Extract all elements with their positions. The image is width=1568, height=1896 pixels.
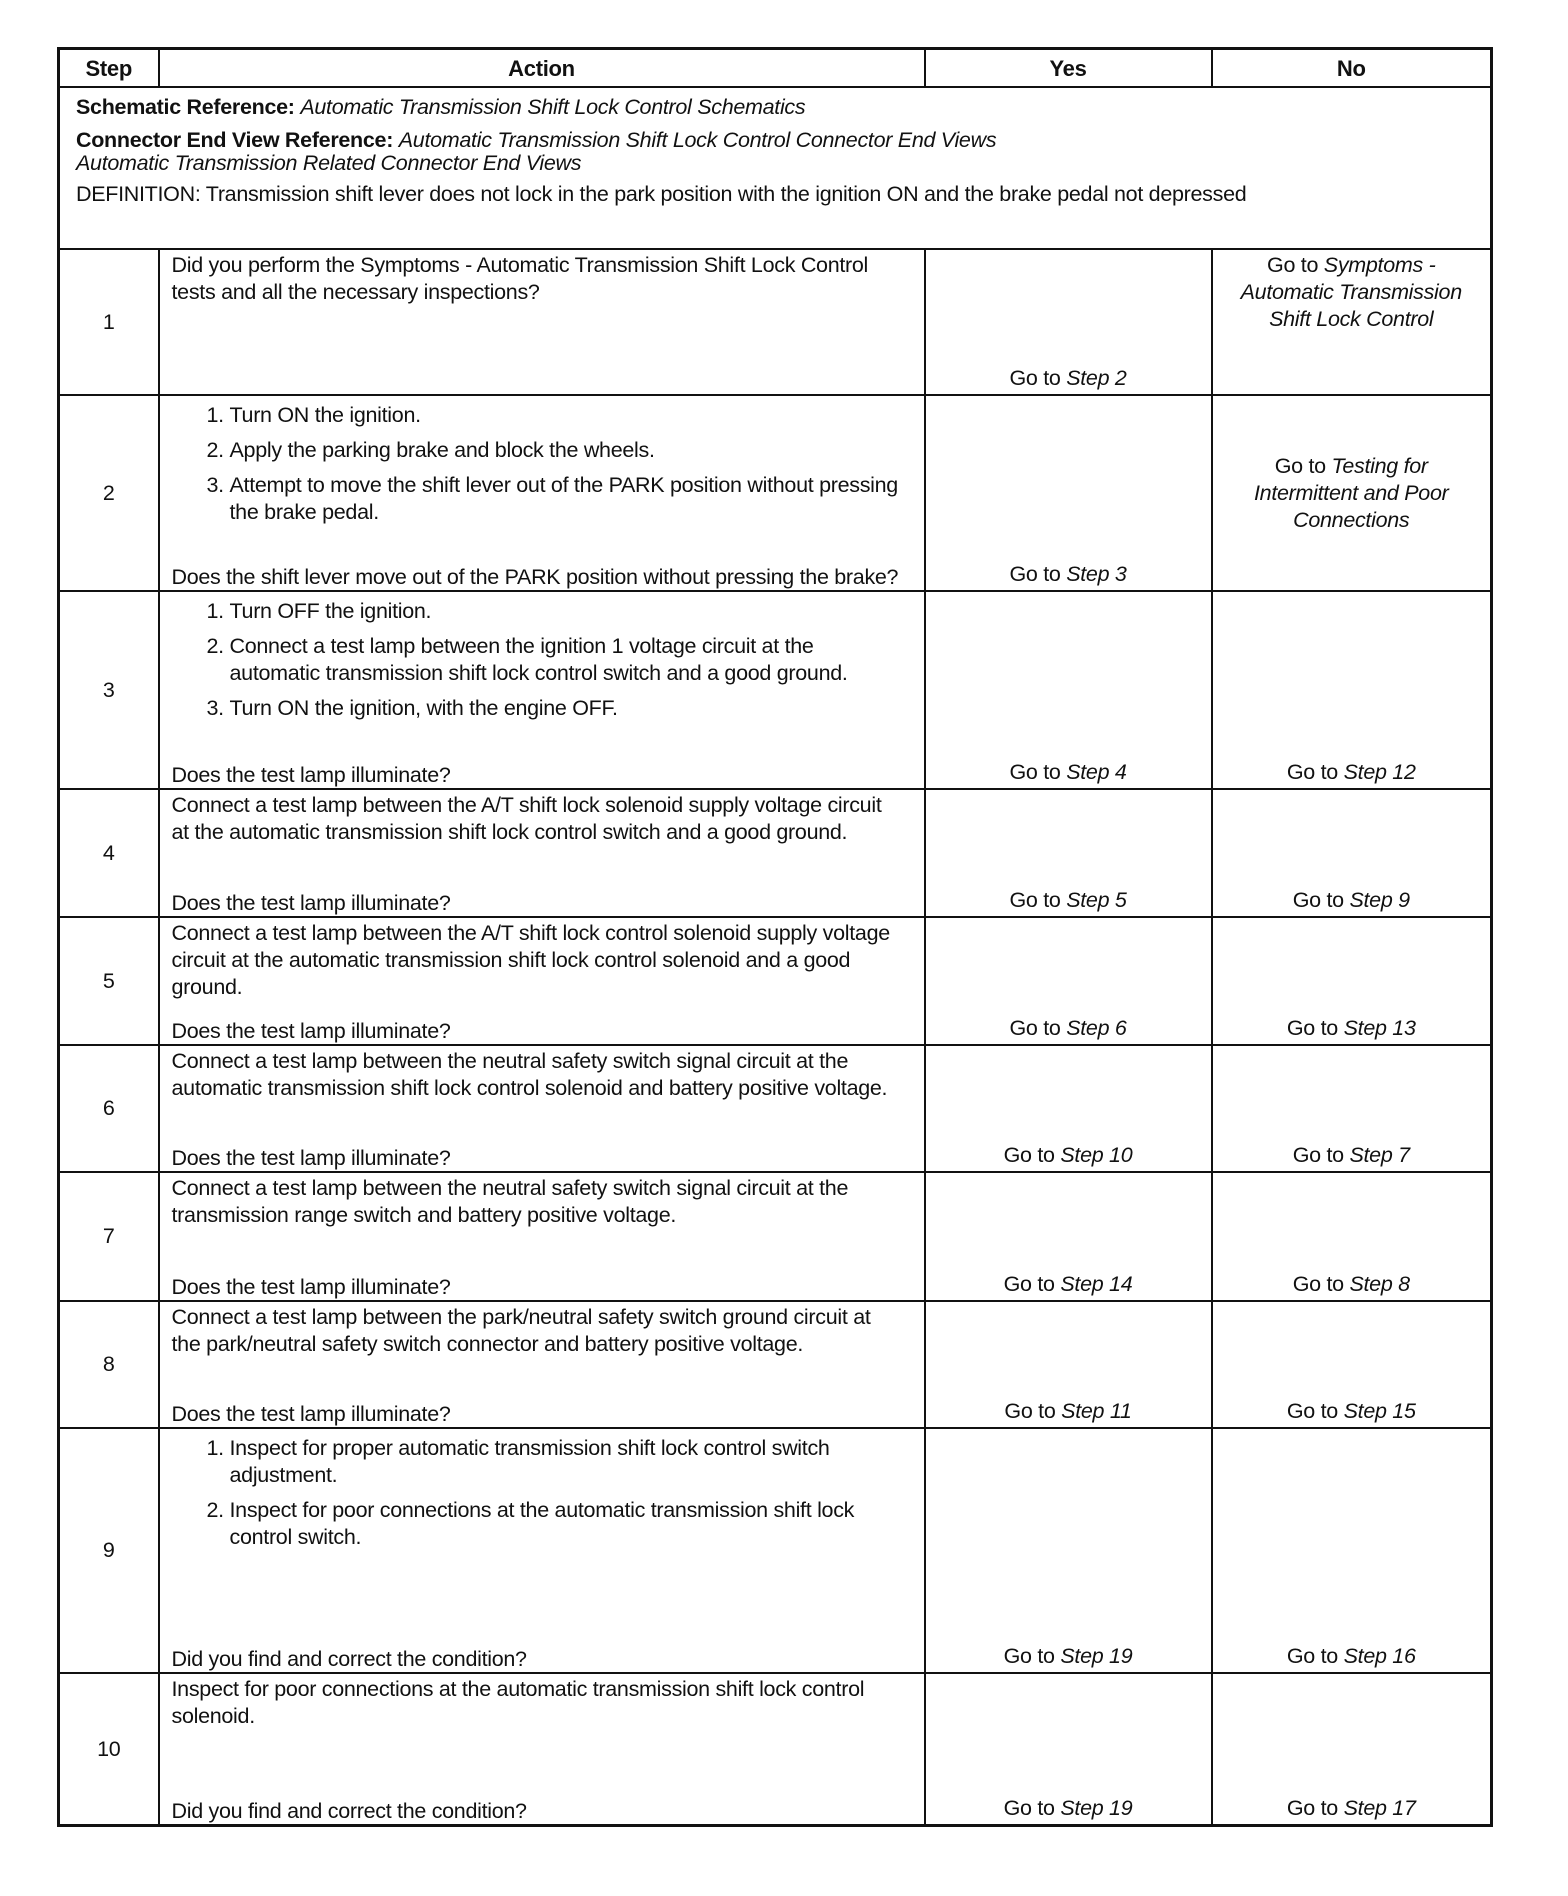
yes-prefix: Go to [1003, 1796, 1061, 1820]
no-cell [1212, 395, 1492, 591]
no-prefix: Go to [1286, 760, 1344, 784]
reference-cell [59, 87, 1492, 249]
step-number: 7 [59, 1172, 159, 1301]
yes-cell [925, 1301, 1212, 1428]
yes-link[interactable]: Step 11 [1061, 1399, 1132, 1423]
yes-cell [925, 395, 1212, 591]
action-question: Does the test lamp illuminate? [171, 1146, 451, 1170]
action-step-item: 1. Inspect for proper automatic transmission shift lock control switch adjustment. [230, 1435, 904, 1489]
no-prefix: Go to [1292, 888, 1350, 912]
header-row [59, 49, 1492, 88]
step-row [59, 1045, 1492, 1172]
yes-prefix: Go to [1009, 562, 1067, 586]
action-text: Connect a test lamp between the A/T shift lock control solenoid supply voltage circuit at the automatic transmission shift lock control solenoid and a good ground. [171, 921, 890, 999]
no-prefix: Go to [1292, 1272, 1350, 1296]
step-row [59, 917, 1492, 1045]
step-number: 10 [59, 1673, 159, 1826]
yes-prefix: Go to [1003, 1272, 1061, 1296]
schematic-reference [76, 94, 1480, 121]
no-link[interactable]: Symptoms - Automatic Transmission Shift Lock Control [1240, 253, 1462, 331]
yes-link[interactable]: Step 5 [1066, 888, 1127, 912]
no-cell [1212, 1673, 1492, 1826]
connector-link-1[interactable]: Automatic Transmission Shift Lock Control Connector End Views [398, 128, 997, 152]
action-steps [172, 598, 904, 722]
schematic-label: Schematic Reference: [76, 95, 295, 119]
action-steps [172, 1435, 904, 1551]
yes-link[interactable]: Step 19 [1060, 1796, 1133, 1820]
yes-cell [925, 1673, 1212, 1826]
no-link[interactable]: Step 7 [1349, 1143, 1410, 1167]
action-text: Connect a test lamp between the neutral safety switch signal circuit at the automatic transmission shift lock control solenoid and battery positive voltage. [171, 1049, 888, 1100]
action-cell [159, 249, 925, 395]
action-question: Does the test lamp illuminate? [171, 1019, 451, 1043]
action-cell [159, 1673, 925, 1826]
yes-link[interactable]: Step 14 [1060, 1272, 1133, 1296]
step-number: 4 [59, 789, 159, 917]
step-number: 8 [59, 1301, 159, 1428]
yes-cell [925, 1172, 1212, 1301]
no-prefix: Go to [1274, 453, 1332, 478]
yes-cell [925, 917, 1212, 1045]
action-step-item: 3. Turn ON the ignition, with the engine OFF. [230, 695, 904, 722]
action-question: Did you find and correct the condition? [171, 1647, 527, 1671]
action-step-item: 2. Inspect for poor connections at the automatic transmission shift lock control switch. [230, 1497, 904, 1551]
no-prefix: Go to [1292, 1143, 1350, 1167]
action-text: Did you perform the Symptoms - Automatic Transmission Shift Lock Control tests and all the necessary inspections? [171, 253, 869, 304]
definition: DEFINITION: Transmission shift lever does not lock in the park position with the ignition ON and the brake pedal not depressed [76, 182, 1247, 206]
yes-link[interactable]: Step 19 [1060, 1644, 1133, 1668]
no-cell [1212, 591, 1492, 789]
yes-link[interactable]: Step 10 [1060, 1143, 1133, 1167]
yes-prefix: Go to [1009, 760, 1067, 784]
step-row [59, 1301, 1492, 1428]
connector-link-2[interactable]: Automatic Transmission Related Connector End Views [76, 151, 582, 175]
yes-cell [925, 1045, 1212, 1172]
no-cell [1212, 917, 1492, 1045]
no-prefix: Go to [1267, 253, 1324, 277]
action-step-item: 2. Connect a test lamp between the ignition 1 voltage circuit at the automatic transmission shift lock control switch and a good ground. [230, 633, 904, 687]
connector-label: Connector End View Reference: [76, 128, 394, 152]
yes-link[interactable]: Step 6 [1066, 1016, 1127, 1040]
no-cell [1212, 1045, 1492, 1172]
step-number: 6 [59, 1045, 159, 1172]
no-cell [1212, 1172, 1492, 1301]
action-question: Does the test lamp illuminate? [171, 891, 451, 915]
header-step: Step [59, 49, 159, 88]
step-row [59, 591, 1492, 789]
no-prefix: Go to [1286, 1399, 1344, 1423]
yes-cell [925, 591, 1212, 789]
action-text: Connect a test lamp between the A/T shift lock solenoid supply voltage circuit at the automatic transmission shift lock control switch and a good ground. [171, 793, 882, 844]
action-cell [159, 1045, 925, 1172]
step-row [59, 789, 1492, 917]
no-link[interactable]: Step 17 [1343, 1796, 1416, 1820]
connector-reference-2 [76, 150, 1480, 177]
no-cell [1212, 249, 1492, 395]
no-link[interactable]: Step 9 [1349, 888, 1410, 912]
action-steps [172, 402, 904, 526]
no-cell [1212, 1301, 1492, 1428]
no-cell [1212, 1428, 1492, 1673]
header-action: Action [159, 49, 925, 88]
action-text: Connect a test lamp between the park/neutral safety switch ground circuit at the park/neutral safety switch connector and battery positive voltage. [171, 1305, 871, 1356]
no-link[interactable]: Step 12 [1343, 760, 1416, 784]
step-row [59, 1673, 1492, 1826]
diagnostic-table [57, 47, 1493, 1827]
action-cell [159, 789, 925, 917]
step-number: 2 [59, 395, 159, 591]
step-number: 9 [59, 1428, 159, 1673]
yes-link[interactable]: Step 4 [1066, 760, 1127, 784]
yes-cell [925, 789, 1212, 917]
action-question: Does the test lamp illuminate? [171, 1402, 451, 1426]
action-cell [159, 1428, 925, 1673]
header-no: No [1212, 49, 1492, 88]
yes-link[interactable]: Step 2 [1066, 366, 1127, 390]
yes-prefix: Go to [1004, 1399, 1062, 1423]
step-number: 3 [59, 591, 159, 789]
no-prefix: Go to [1286, 1016, 1344, 1040]
step-row [59, 395, 1492, 591]
action-question: Does the test lamp illuminate? [171, 1275, 451, 1299]
action-step-item: 3. Attempt to move the shift lever out of the PARK position without pressing the brake pedal. [230, 472, 904, 526]
yes-prefix: Go to [1009, 888, 1067, 912]
no-prefix: Go to [1286, 1644, 1344, 1668]
step-row [59, 1428, 1492, 1673]
yes-cell [925, 249, 1212, 395]
step-row [59, 249, 1492, 395]
action-cell [159, 1301, 925, 1428]
reference-row [59, 87, 1492, 249]
action-step-item: 2. Apply the parking brake and block the wheels. [230, 437, 904, 464]
action-question: Did you find and correct the condition? [171, 1799, 527, 1823]
step-number: 1 [59, 249, 159, 395]
header-yes: Yes [925, 49, 1212, 88]
yes-prefix: Go to [1009, 1016, 1067, 1040]
no-link[interactable]: Testing for Intermittent and Poor Connections [1254, 453, 1449, 532]
action-cell [159, 591, 925, 789]
yes-prefix: Go to [1003, 1143, 1061, 1167]
no-link[interactable]: Step 15 [1343, 1399, 1416, 1423]
step-number: 5 [59, 917, 159, 1045]
action-cell [159, 395, 925, 591]
action-step-item: 1. Turn OFF the ignition. [230, 598, 904, 625]
yes-cell [925, 1428, 1212, 1673]
schematic-link[interactable]: Automatic Transmission Shift Lock Control Schematics [300, 95, 806, 119]
no-link[interactable]: Step 13 [1343, 1016, 1416, 1040]
action-question: Does the shift lever move out of the PARK position without pressing the brake? [171, 565, 899, 589]
action-text: Connect a test lamp between the neutral safety switch signal circuit at the transmission range switch and battery positive voltage. [171, 1176, 849, 1227]
action-cell [159, 917, 925, 1045]
yes-link[interactable]: Step 3 [1066, 562, 1127, 586]
action-question: Does the test lamp illuminate? [171, 763, 451, 787]
no-prefix: Go to [1286, 1796, 1344, 1820]
no-link[interactable]: Step 16 [1343, 1644, 1416, 1668]
action-cell [159, 1172, 925, 1301]
action-text: Inspect for poor connections at the automatic transmission shift lock control solenoid. [171, 1677, 865, 1728]
yes-prefix: Go to [1003, 1644, 1061, 1668]
step-row [59, 1172, 1492, 1301]
no-link[interactable]: Step 8 [1349, 1272, 1410, 1296]
action-step-item: 1. Turn ON the ignition. [230, 402, 904, 429]
no-cell [1212, 789, 1492, 917]
yes-prefix: Go to [1009, 366, 1067, 390]
